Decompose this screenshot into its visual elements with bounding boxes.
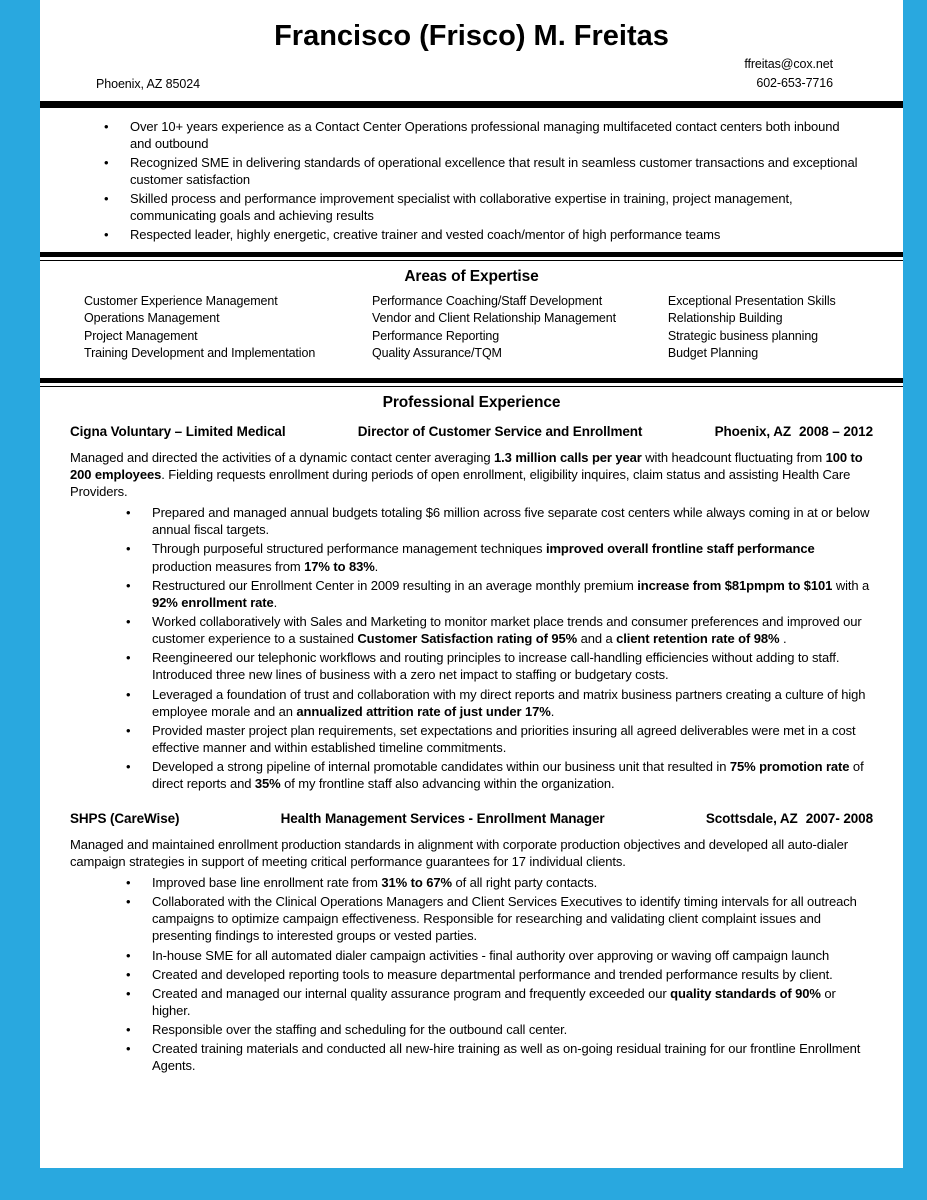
- address: Phoenix, AZ 85024: [96, 76, 200, 91]
- job-summary: Managed and directed the activities of a dynamic contact center averaging 1.3 million calls per year with headcount fluctuating from 100 to 200 employees. Fielding requests enrollment during periods of open enrollment, eligibility inquires, claim status and assisting Health Care Providers.: [70, 449, 863, 499]
- expertise-column: [84, 293, 372, 363]
- expertise-item: Strategic business planning: [667, 328, 819, 343]
- job-bullet: • Worked collaboratively with Sales and Marketing to monitor market place trends and consumer preferences and improved our customer experience to a sustained Customer Satisfaction rating of 95% and a client retention rate of 98% .: [126, 613, 873, 647]
- job-location: Phoenix, AZ: [714, 423, 792, 439]
- job-header: [70, 811, 873, 826]
- job-role: Health Management Services - Enrollment Manager: [280, 810, 605, 826]
- job-company: SHPS (CareWise): [70, 810, 180, 826]
- divider-summary: [40, 252, 903, 261]
- bottom-accent-bar: [0, 1168, 927, 1200]
- header-contact-row: [70, 55, 873, 93]
- expertise-column: [372, 293, 668, 363]
- job-place: [715, 424, 873, 439]
- email: ffreitas@cox.net: [744, 57, 833, 71]
- job-bullet: • Created and developed reporting tools to measure departmental performance and trended performance results by client.: [126, 966, 873, 983]
- summary-item: • Recognized SME in delivering standards of operational excellence that result in seamless customer transactions and exceptional customer satisfaction: [104, 154, 863, 188]
- expertise-item: Budget Planning: [667, 346, 759, 361]
- job-bullet: • Reengineered our telephonic workflows and routing principles to increase call-handling efficiencies without adding to staff. Introduced three new lines of business with a zero net impact to staffing or budgetary costs.: [126, 649, 873, 683]
- expertise-column: [668, 293, 873, 363]
- job-role: Director of Customer Service and Enrollment: [357, 423, 643, 439]
- job-bullet: • Prepared and managed annual budgets totaling $6 million across five separate cost centers while always coming in at or below annual fiscal targets.: [126, 504, 873, 538]
- contact-block: [744, 55, 873, 93]
- expertise-item: Customer Experience Management: [84, 293, 278, 308]
- expertise-item: Relationship Building: [667, 311, 783, 326]
- summary-item: • Respected leader, highly energetic, creative trainer and vested coach/mentor of high performance teams: [104, 226, 863, 243]
- page-title: Francisco (Frisco) M. Freitas: [274, 20, 669, 52]
- expertise-grid: [70, 291, 873, 370]
- expertise-item: Performance Reporting: [371, 328, 500, 343]
- job-dates: 2007- 2008: [805, 810, 873, 826]
- expertise-item: Exceptional Presentation Skills: [667, 293, 836, 308]
- job-bullet: • Leveraged a foundation of trust and collaboration with my direct reports and matrix business partners creating a culture of high employee morale and an annualized attrition rate of just under 17%.: [126, 686, 873, 720]
- summary-list: [104, 118, 863, 244]
- job-bullet: • Provided master project plan requirements, set expectations and priorities insuring all agreed deliverables were met in a cost effective manner and within established timeline commitments.: [126, 722, 873, 756]
- resume-document: [40, 0, 903, 1168]
- section-title-expertise: Areas of Expertise: [404, 267, 539, 285]
- job-bullet: • Created training materials and conducted all new-hire training as well as on-going residual training for our frontline Enrollment Agents.: [126, 1040, 873, 1074]
- job-company: Cigna Voluntary – Limited Medical: [70, 423, 286, 439]
- expertise-item: Quality Assurance/TQM: [371, 346, 502, 361]
- right-accent-bar: [903, 0, 927, 1200]
- job-dates: 2008 – 2012: [799, 423, 873, 439]
- expertise-item: Vendor and Client Relationship Management: [371, 311, 616, 326]
- expertise-item: Project Management: [84, 328, 198, 343]
- summary-item: • Over 10+ years experience as a Contact Center Operations professional managing multifaceted contact centers both inbound and outbound: [104, 118, 863, 152]
- job-bullet: • Developed a strong pipeline of internal promotable candidates within our business unit that resulted in 75% promotion rate of direct reports and 35% of my frontline staff also advancing within the organization.: [126, 758, 873, 792]
- expertise-item: Operations Management: [84, 311, 220, 326]
- job-place: [706, 811, 873, 826]
- job-bullet: • Restructured our Enrollment Center in 2009 resulting in an average monthly premium increase from $81pmpm to $101 with a 92% enrollment rate.: [126, 577, 873, 611]
- job-entry-shps: [70, 811, 873, 1075]
- job-bullet: • Responsible over the staffing and scheduling for the outbound call center.: [126, 1021, 873, 1038]
- job-location: Scottsdale, AZ: [705, 810, 798, 826]
- job-bullet: • In-house SME for all automated dialer campaign activities - final authority over approving or waving off campaign launch: [126, 947, 873, 964]
- job-header: [70, 424, 873, 439]
- job-bullet: • Collaborated with the Clinical Operations Managers and Client Services Executives to identify timing intervals for all outreach campaigns to optimize campaign effectiveness. Responsible for researching and validating client complaint issues and presenting findings to interested groups or vested parties.: [126, 893, 873, 944]
- job-bullet-list: [126, 504, 873, 793]
- job-summary: Managed and maintained enrollment production standards in alignment with corporate production objectives and developed all auto-dialer campaign strategies in support of meeting critical performance guarantees for 17 individual clients.: [70, 836, 848, 869]
- expertise-item: Training Development and Implementation: [84, 346, 316, 361]
- section-title-experience: Professional Experience: [382, 393, 561, 411]
- phone: 602-653-7716: [756, 75, 833, 90]
- job-entry-cigna: [70, 424, 873, 793]
- job-bullet: • Created and managed our internal quality assurance program and frequently exceeded our quality standards of 90% or higher.: [126, 985, 873, 1019]
- divider-expertise: [40, 378, 903, 387]
- expertise-item: Performance Coaching/Staff Development: [371, 293, 603, 308]
- left-accent-bar: [0, 0, 40, 1200]
- summary-item: • Skilled process and performance improvement specialist with collaborative expertise in training, project management, communicating goals and achieving results: [104, 190, 863, 224]
- job-bullet: • Through purposeful structured performance management techniques improved overall frontline staff performance production measures from 17% to 83%.: [126, 540, 873, 574]
- job-bullet-list: [126, 874, 873, 1075]
- divider-header: [40, 101, 903, 108]
- job-bullet: • Improved base line enrollment rate from 31% to 67% of all right party contacts.: [126, 874, 873, 891]
